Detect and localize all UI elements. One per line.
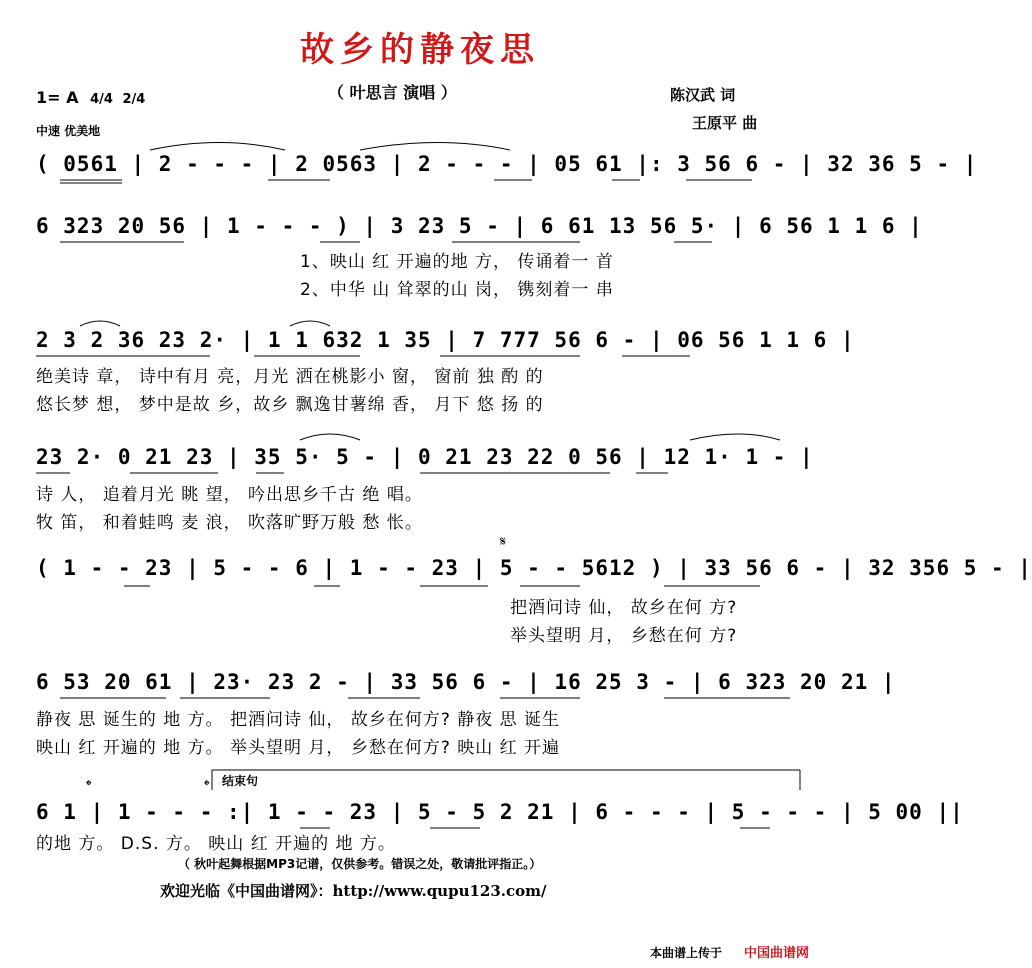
lyric-verse-2-line-5: 举头望明 月， 乡愁在何 方? (510, 626, 738, 646)
site-logo-text: 中国曲谱网 (744, 946, 810, 961)
time-signature-2-4: 2/4 (122, 92, 146, 107)
page-title: 故乡的静夜思 (300, 30, 540, 70)
lyric-verse-2-line-3: 悠长梦 想， 梦中是故 乡，故乡 飘逸甘薯绵 香， 月下 悠 扬 的 (36, 395, 544, 415)
ending-label: 结束句 (222, 774, 259, 788)
coda-sign: 𝄌 (86, 776, 92, 795)
notation-line-6: 6 53 20 61 | 23· 23 2 - | 33 56 6 - | 16 25 3 - | 6 323 20 21 | (36, 670, 896, 694)
lyric-verse-2-line-4: 牧 笛， 和着蛙鸣 麦 浪， 吹落旷野万般 愁 怅。 (36, 513, 423, 533)
performer: （ 叶思言 演唱 ） (328, 83, 457, 102)
lyric-verse-1-line-2: 1、映山 红 开遍的地 方， 传诵着一 首 (300, 252, 614, 272)
notation-line-4: 23 2· 0 21 23 | 35 5· 5 - | 0 21 23 22 0 56 | 12 1· 1 - | (36, 445, 814, 469)
time-signature-4-4: 4/4 (90, 92, 113, 107)
notation-line-2: 6 323 20 56 | 1 - - - ) | 3 23 5 - | 6 61 13 56 5· | 6 56 1 1 6 | (36, 214, 923, 238)
lyric-verse-1-line-6: 静夜 思 诞生的 地 方。 把酒问诗 仙， 故乡在何方? 静夜 思 诞生 (36, 710, 561, 730)
coda-sign-2: 𝄌 (204, 776, 210, 795)
composer: 王原平 曲 (692, 114, 758, 132)
notation-line-3: 2 3 2 36 23 2· | 1 1 632 1 35 | 7 777 56 6 - | 06 56 1 1 6 | (36, 328, 855, 352)
notation-line-5: ( 1 - - 23 | 5 - - 6 | 1 - - 23 | 5 - - 5612 ) | 33 56 6 - | 32 356 5 - | (36, 556, 1032, 580)
transcriber-note: （ 秋叶起舞根据MP3记谱，仅供参考。错误之处，敬请批评指正。） (178, 857, 542, 871)
lyricist: 陈汉武 词 (670, 86, 736, 104)
lyric-verse-2-line-2: 2、中华 山 耸翠的山 岗， 镌刻着一 串 (300, 280, 614, 300)
segno-sign: 𝄋 (500, 534, 507, 550)
lyric-line-7: 的地 方。 D.S. 方。 映山 红 开遍的 地 方。 (36, 834, 396, 854)
lyric-verse-2-line-6: 映山 红 开遍的 地 方。 举头望明 月， 乡愁在何方? 映山 红 开遍 (36, 738, 561, 758)
notation-line-7: 6 1 | 1 - - - :| 1 - - 23 | 5 - 5 2 21 | 6 - - - | 5 - - - | 5 00 || (36, 800, 964, 824)
welcome-text: 欢迎光临《中国曲谱网》：http://www.qupu123.com/ (160, 882, 547, 900)
lyric-verse-1-line-3: 绝美诗 章， 诗中有月 亮，月光 洒在桃影小 窗， 窗前 独 酌 的 (36, 367, 544, 387)
lyric-verse-1-line-4: 诗 人， 追着月光 眺 望， 吟出思乡千古 绝 唱。 (36, 485, 423, 505)
tempo-marking: 中速 优美地 (36, 124, 101, 138)
notation-line-1: ( 0561 | 2 - - - | 2 0563 | 2 - - - | 05 61 |: 3 56 6 - | 32 36 5 - | (36, 152, 978, 176)
upload-note: 本曲谱上传于 (650, 946, 723, 960)
key-label: 1= A (36, 88, 79, 107)
lyric-verse-1-line-5: 把酒问诗 仙， 故乡在何 方? (510, 598, 738, 618)
